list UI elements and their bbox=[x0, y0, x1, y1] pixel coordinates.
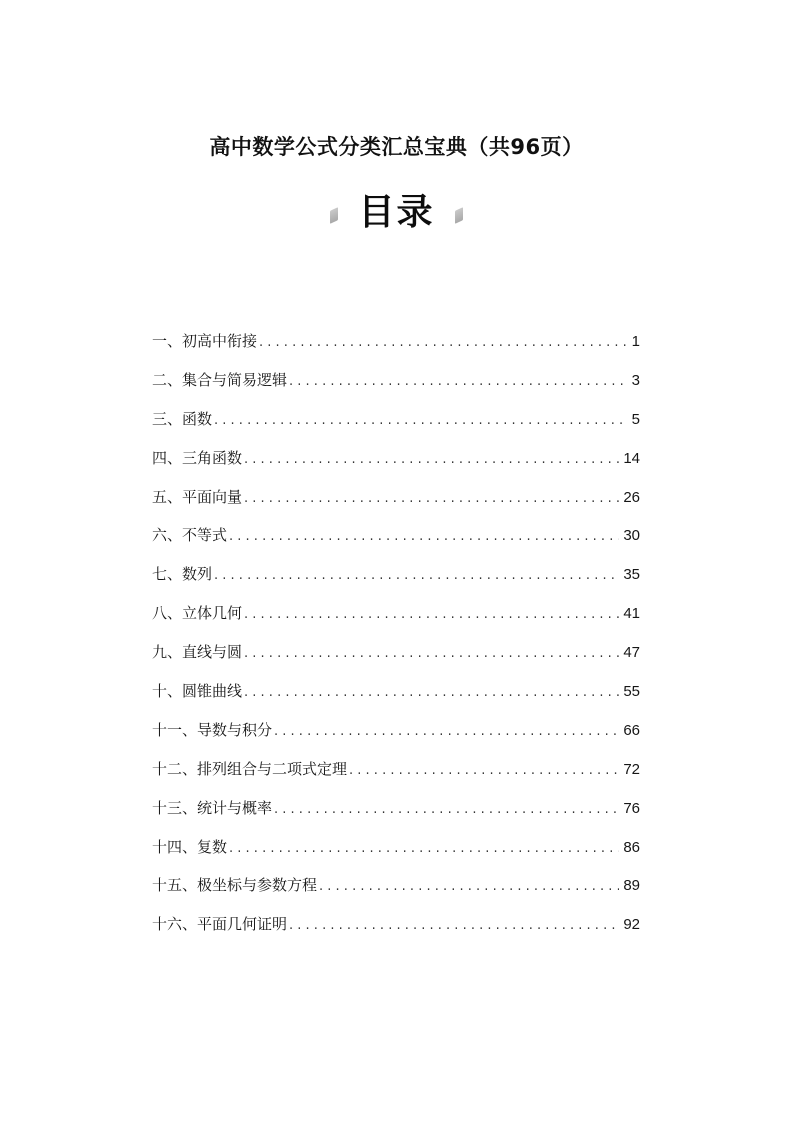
toc-entry-label: 十三、统计与概率 bbox=[152, 798, 273, 817]
toc-entry-label: 二、集合与简易逻辑 bbox=[152, 370, 288, 389]
toc-heading-text: 目录 bbox=[358, 192, 435, 233]
dot-leader bbox=[229, 524, 619, 550]
toc-entry[interactable] bbox=[152, 561, 640, 600]
toc-entry-page: 92 bbox=[623, 916, 640, 934]
toc-entry-label: 四、三角函数 bbox=[152, 448, 243, 467]
toc-entry-page: 35 bbox=[623, 566, 640, 584]
toc-entry-label: 五、平面向量 bbox=[152, 487, 243, 506]
toc-entry[interactable] bbox=[152, 484, 640, 523]
dot-leader bbox=[214, 408, 628, 434]
dot-leader bbox=[229, 836, 619, 862]
dot-leader bbox=[259, 330, 628, 356]
dot-leader bbox=[274, 797, 619, 823]
dot-leader bbox=[289, 369, 628, 395]
toc-entry-page: 3 bbox=[631, 371, 640, 389]
dot-leader bbox=[319, 874, 619, 900]
toc-entry[interactable] bbox=[152, 328, 640, 367]
toc-entry-label: 十二、排列组合与二项式定理 bbox=[152, 759, 348, 778]
toc-entry[interactable] bbox=[152, 639, 640, 678]
toc-entry-label: 九、直线与圆 bbox=[152, 643, 243, 662]
document-title: 高中数学公式分类汇总宝典（共96页） bbox=[209, 135, 584, 159]
toc-entry-page: 30 bbox=[623, 527, 640, 545]
toc-heading bbox=[0, 188, 793, 238]
toc-entry-page: 55 bbox=[623, 683, 640, 701]
toc-entry-page: 72 bbox=[623, 760, 640, 778]
dot-leader bbox=[244, 680, 619, 706]
toc-entry-page: 1 bbox=[631, 333, 640, 350]
toc-entry-label: 六、不等式 bbox=[152, 526, 228, 545]
dot-leader bbox=[289, 913, 619, 939]
toc-entry-page: 26 bbox=[623, 488, 640, 506]
toc-entry-page: 66 bbox=[623, 721, 640, 739]
toc-entry-page: 86 bbox=[623, 838, 640, 856]
table-of-contents bbox=[152, 328, 640, 950]
decorative-right-parallelogram-icon bbox=[455, 207, 463, 224]
dot-leader bbox=[244, 602, 619, 628]
toc-entry[interactable] bbox=[152, 367, 640, 406]
dot-leader bbox=[349, 758, 619, 784]
toc-entry-label: 十五、极坐标与参数方程 bbox=[152, 876, 318, 895]
toc-entry-label: 十四、复数 bbox=[152, 837, 228, 856]
toc-entry-page: 41 bbox=[623, 605, 640, 623]
toc-entry[interactable] bbox=[152, 522, 640, 561]
toc-entry-label: 八、立体几何 bbox=[152, 604, 243, 623]
toc-entry-label: 一、初高中衔接 bbox=[152, 332, 258, 350]
toc-entry[interactable] bbox=[152, 872, 640, 911]
toc-entry[interactable] bbox=[152, 406, 640, 445]
toc-entry-label: 十、圆锥曲线 bbox=[152, 682, 243, 701]
toc-entry-page: 76 bbox=[623, 799, 640, 817]
toc-entry[interactable] bbox=[152, 445, 640, 484]
toc-entry[interactable] bbox=[152, 600, 640, 639]
toc-entry-page: 14 bbox=[623, 449, 640, 467]
dot-leader bbox=[244, 447, 619, 473]
toc-entry-page: 47 bbox=[623, 644, 640, 662]
toc-entry-label: 三、函数 bbox=[152, 409, 213, 428]
toc-entry-page: 5 bbox=[631, 410, 640, 428]
toc-entry[interactable] bbox=[152, 911, 640, 950]
toc-entry-page: 89 bbox=[623, 877, 640, 895]
dot-leader bbox=[244, 486, 619, 512]
toc-entry-label: 七、数列 bbox=[152, 565, 213, 584]
dot-leader bbox=[244, 641, 619, 667]
toc-entry-label: 十一、导数与积分 bbox=[152, 720, 273, 739]
toc-entry[interactable] bbox=[152, 795, 640, 834]
toc-entry[interactable] bbox=[152, 678, 640, 717]
toc-entry[interactable] bbox=[152, 756, 640, 795]
toc-entry[interactable] bbox=[152, 717, 640, 756]
decorative-left-parallelogram-icon bbox=[330, 207, 338, 224]
dot-leader bbox=[214, 563, 619, 589]
toc-entry-label: 十六、平面几何证明 bbox=[152, 915, 288, 934]
toc-entry[interactable] bbox=[152, 834, 640, 873]
dot-leader bbox=[274, 719, 619, 745]
